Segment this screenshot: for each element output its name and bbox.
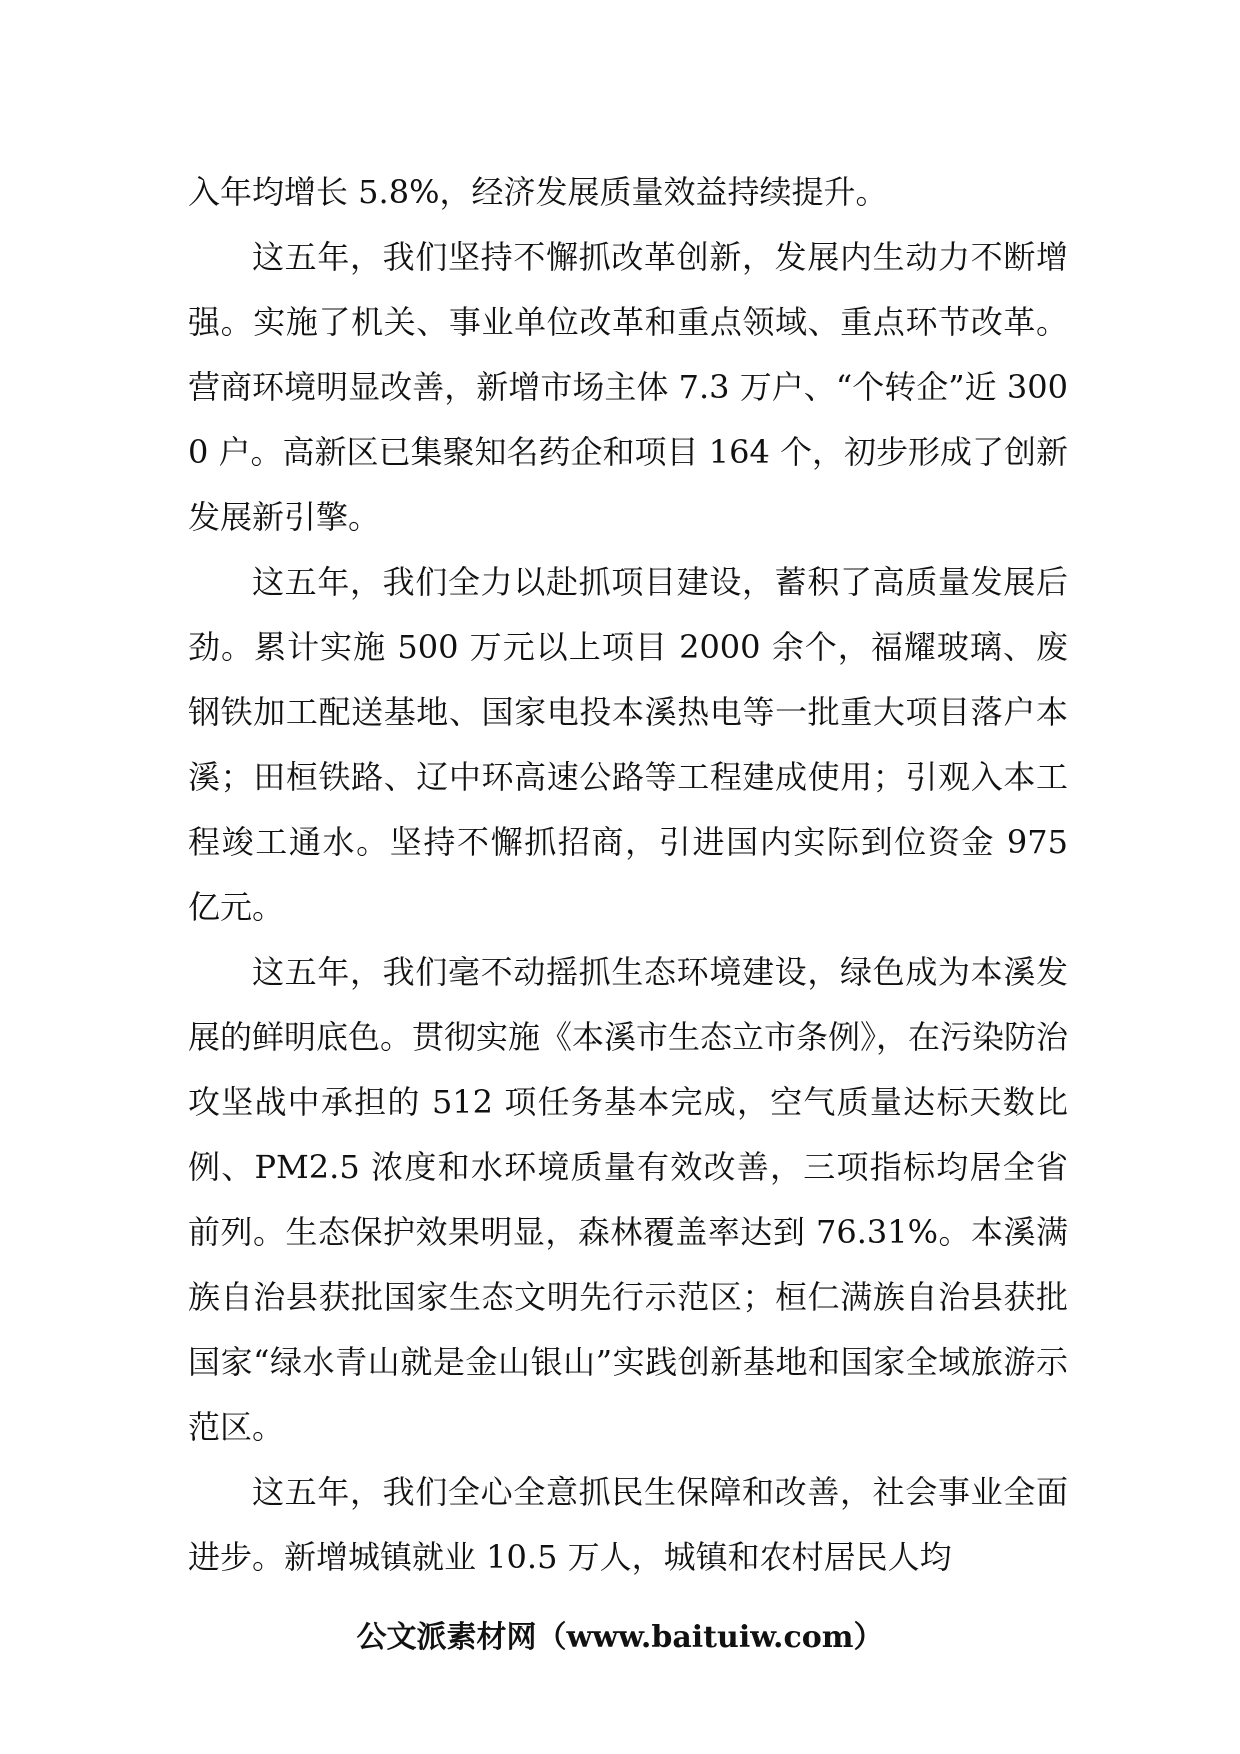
page-footer: 公文派素材网（www.baituiw.com） [356,1620,884,1655]
paragraph-livelihood: 这五年，我们全心全意抓民生保障和改善，社会事业全面进步。新增城镇就业 10.5 万人，城镇和农村居民人均 [188,1473,1068,1576]
paragraph-reform: 这五年，我们坚持不懈抓改革创新，发展内生动力不断增强。实施了机关、事业单位改革和重点领域、重点环节改革。营商环境明显改善，新增市场主体 7.3 万户、“个转企”近 3000 户。高新区已集聚知名药企和项目 164 个，初步形成了创新发展新引擎。 [188,238,1068,536]
paragraph-projects: 这五年，我们全力以赴抓项目建设，蓄积了高质量发展后劲。累计实施 500 万元以上项目 2000 余个，福耀玻璃、废钢铁加工配送基地、国家电投本溪热电等一批重大项目落户本溪；田桓铁路、辽中环高速公路等工程建成使用；引观入本工程竣工通水。坚持不懈抓招商，引进国内实际到位资金 975 亿元。 [188,563,1068,926]
paragraph-continued: 入年均增长 5.8%，经济发展质量效益持续提升。 [188,173,888,211]
document-body [188,160,1068,1590]
paragraph-ecology: 这五年，我们毫不动摇抓生态环境建设，绿色成为本溪发展的鲜明底色。贯彻实施《本溪市生态立市条例》，在污染防治攻坚战中承担的 512 项任务基本完成，空气质量达标天数比例、PM2.5 浓度和水环境质量有效改善，三项指标均居全省前列。生态保护效果明显，森林覆盖率达到 76.31%。本溪满族自治县获批国家生态文明先行示范区；桓仁满族自治县获批国家“绿水青山就是金山银山”实践创新基地和国家全域旅游示范区。 [188,953,1069,1446]
